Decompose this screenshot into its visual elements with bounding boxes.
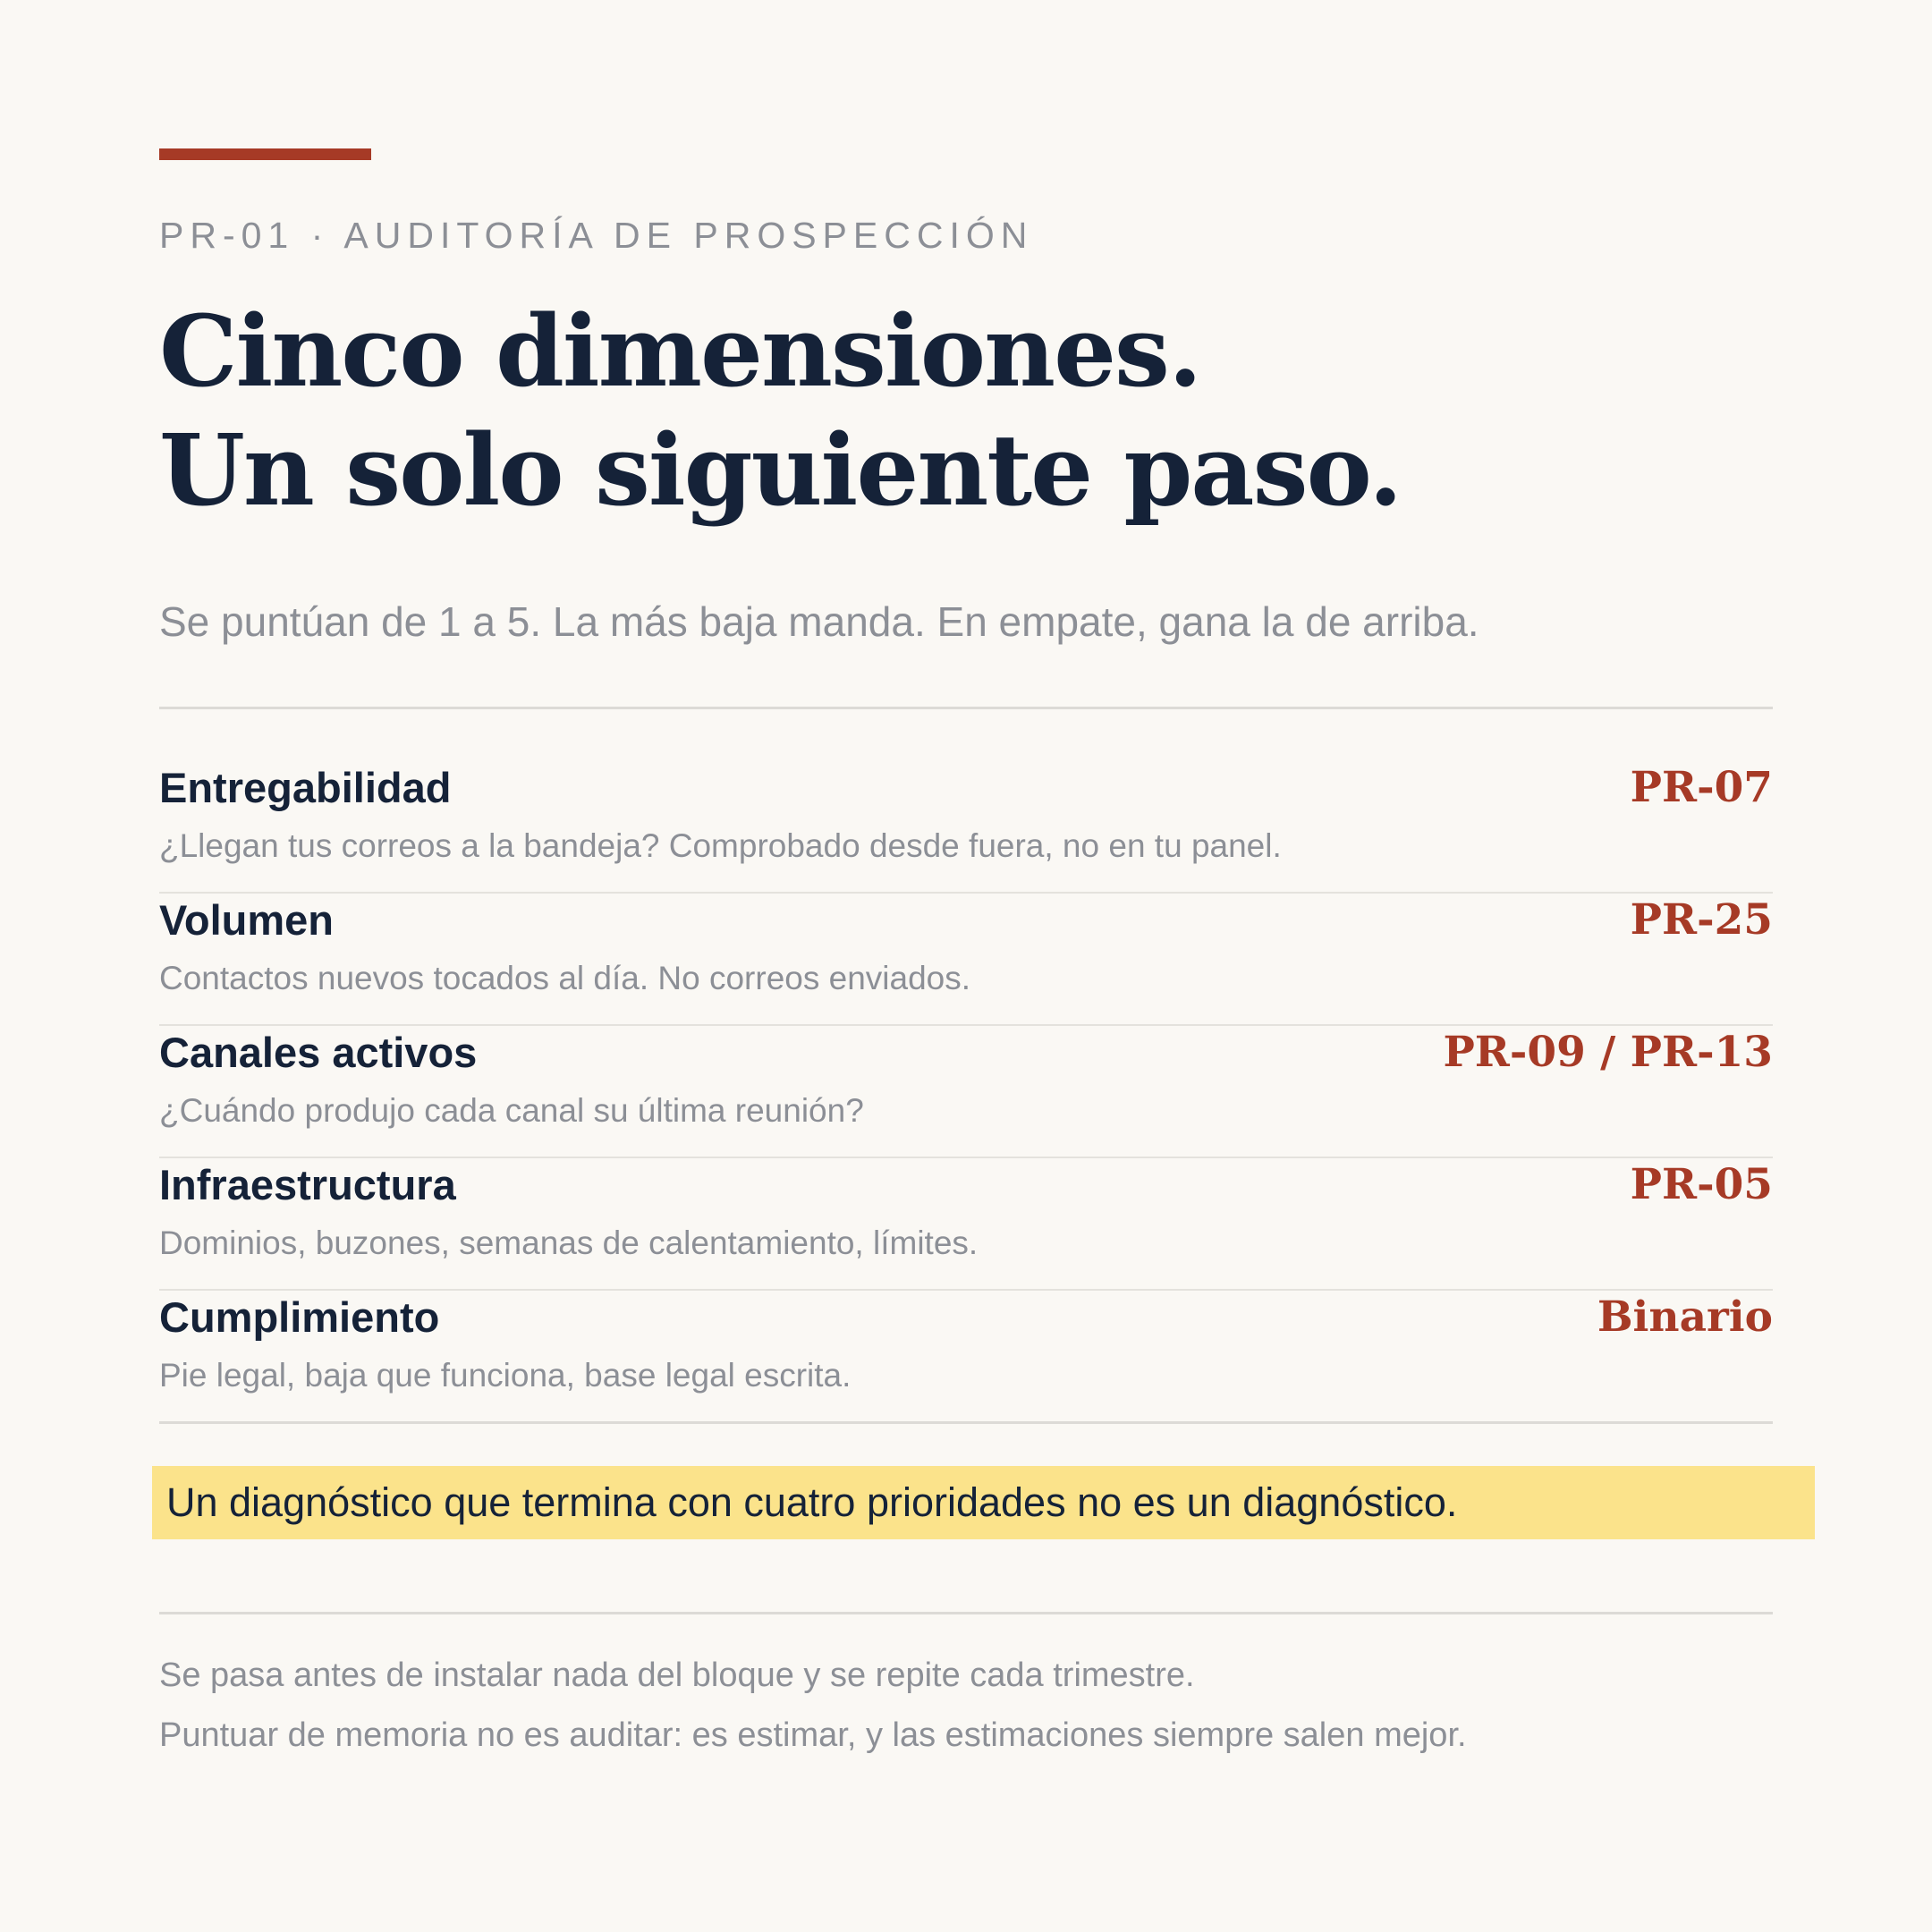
content	[159, 148, 1773, 1424]
title-line-1: Cinco dimensiones.	[159, 293, 1201, 409]
list-item	[159, 1157, 1773, 1289]
subtitle: Se puntúan de 1 a 5. La más baja manda. En empate, gana la de arriba.	[159, 598, 1479, 645]
dimension-name: Infraestructura	[159, 1161, 456, 1208]
dimension-name: Canales activos	[159, 1029, 478, 1076]
list-item	[159, 761, 1773, 892]
highlight-text: Un diagnóstico que termina con cuatro prioridades no es un diagnóstico.	[166, 1479, 1458, 1525]
dimension-code: PR-07	[1630, 763, 1773, 812]
dimension-list	[159, 761, 1773, 1421]
accent-bar	[159, 148, 371, 160]
dimension-code: PR-05	[1630, 1160, 1773, 1209]
dimension-name: Cumplimiento	[159, 1293, 440, 1341]
dimension-description: ¿Llegan tus correos a la bandeja? Comprobado desde fuera, no en tu panel.	[159, 827, 1282, 864]
list-item	[159, 892, 1773, 1024]
divider	[159, 1612, 1773, 1614]
list-item	[159, 1024, 1773, 1157]
dimension-description: Dominios, buzones, semanas de calentamiento, límites.	[159, 1224, 979, 1261]
title-line-2: Un solo siguiente paso.	[159, 412, 1402, 528]
dimension-description: Pie legal, baja que funciona, base legal escrita.	[159, 1357, 852, 1394]
divider	[159, 1421, 1773, 1424]
footer-note	[159, 1646, 1467, 1766]
footer-line-2: Puntuar de memoria no es auditar: es estimar, y las estimaciones siempre salen mejor.	[159, 1716, 1467, 1754]
footer-line-1: Se pasa antes de instalar nada del bloque y se repite cada trimestre.	[159, 1657, 1195, 1694]
dimension-description: Contactos nuevos tocados al día. No correos enviados.	[159, 960, 971, 996]
page-title	[159, 292, 1773, 530]
dimension-description: ¿Cuándo produjo cada canal su última reunión?	[159, 1092, 864, 1129]
list-item	[159, 1289, 1773, 1421]
divider	[159, 707, 1773, 709]
dimension-code: PR-25	[1630, 895, 1773, 945]
highlight-callout	[152, 1466, 1815, 1539]
dimension-code: PR-09 / PR-13	[1443, 1028, 1773, 1077]
dimension-name: Volumen	[159, 896, 334, 944]
eyebrow: PR-01 · AUDITORÍA DE PROSPECCIÓN	[159, 215, 1034, 256]
dimension-name: Entregabilidad	[159, 764, 452, 811]
dimension-code: Binario	[1597, 1292, 1773, 1342]
